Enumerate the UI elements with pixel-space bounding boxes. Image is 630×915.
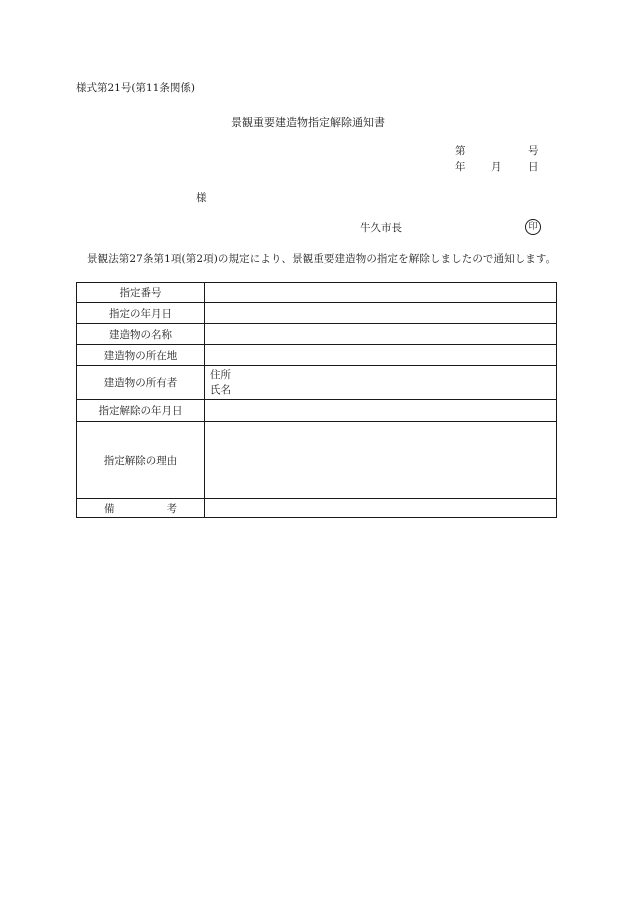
- notice-table: [76, 282, 557, 518]
- issuer-name: 牛久市長: [360, 222, 402, 234]
- row-value-building-location: [205, 345, 557, 366]
- table-row: [77, 303, 557, 324]
- owner-address-label: 住所: [210, 368, 231, 381]
- remarks-label-part2: 考: [166, 502, 177, 515]
- table-row: [77, 400, 557, 422]
- document-number-suffix: 号: [528, 145, 539, 157]
- row-value-designation-date: [205, 303, 557, 324]
- table-row: [77, 422, 557, 499]
- seal-mark-icon: 印: [525, 219, 541, 235]
- document-number-prefix: 第: [455, 145, 466, 157]
- document-title: 景観重要建造物指定解除通知書: [231, 116, 385, 129]
- row-value-building-name: [205, 324, 557, 345]
- row-value-building-owner: [205, 366, 557, 400]
- row-label-cancellation-reason: 指定解除の理由: [77, 422, 205, 499]
- table-row: [77, 283, 557, 303]
- row-label-cancellation-date: 指定解除の年月日: [77, 400, 205, 422]
- row-label-designation-date: 指定の年月日: [77, 303, 205, 324]
- row-label-building-owner: 建造物の所有者: [77, 366, 205, 400]
- form-number-label: 様式第21号(第11条関係): [76, 82, 195, 94]
- row-label-designation-number: 指定番号: [77, 283, 205, 303]
- table-row: [77, 366, 557, 400]
- row-value-designation-number: [205, 283, 557, 303]
- row-label-remarks: [77, 499, 205, 518]
- table-row: [77, 499, 557, 518]
- row-label-building-name: 建造物の名称: [77, 324, 205, 345]
- date-month-label: 月: [491, 161, 502, 173]
- row-label-building-location: 建造物の所在地: [77, 345, 205, 366]
- table-row: [77, 345, 557, 366]
- date-day-label: 日: [528, 161, 539, 173]
- owner-name-label: 氏名: [210, 383, 231, 396]
- table-row: [77, 324, 557, 345]
- row-value-cancellation-reason: [205, 422, 557, 499]
- addressee-honorific: 様: [196, 192, 207, 204]
- date-year-label: 年: [455, 161, 466, 173]
- notice-body-text: 景観法第27条第1項(第2項)の規定により、景観重要建造物の指定を解除しましたので通知します。: [87, 253, 557, 265]
- row-value-remarks: [205, 499, 557, 518]
- remarks-label-part1: 備: [104, 502, 115, 515]
- row-value-cancellation-date: [205, 400, 557, 422]
